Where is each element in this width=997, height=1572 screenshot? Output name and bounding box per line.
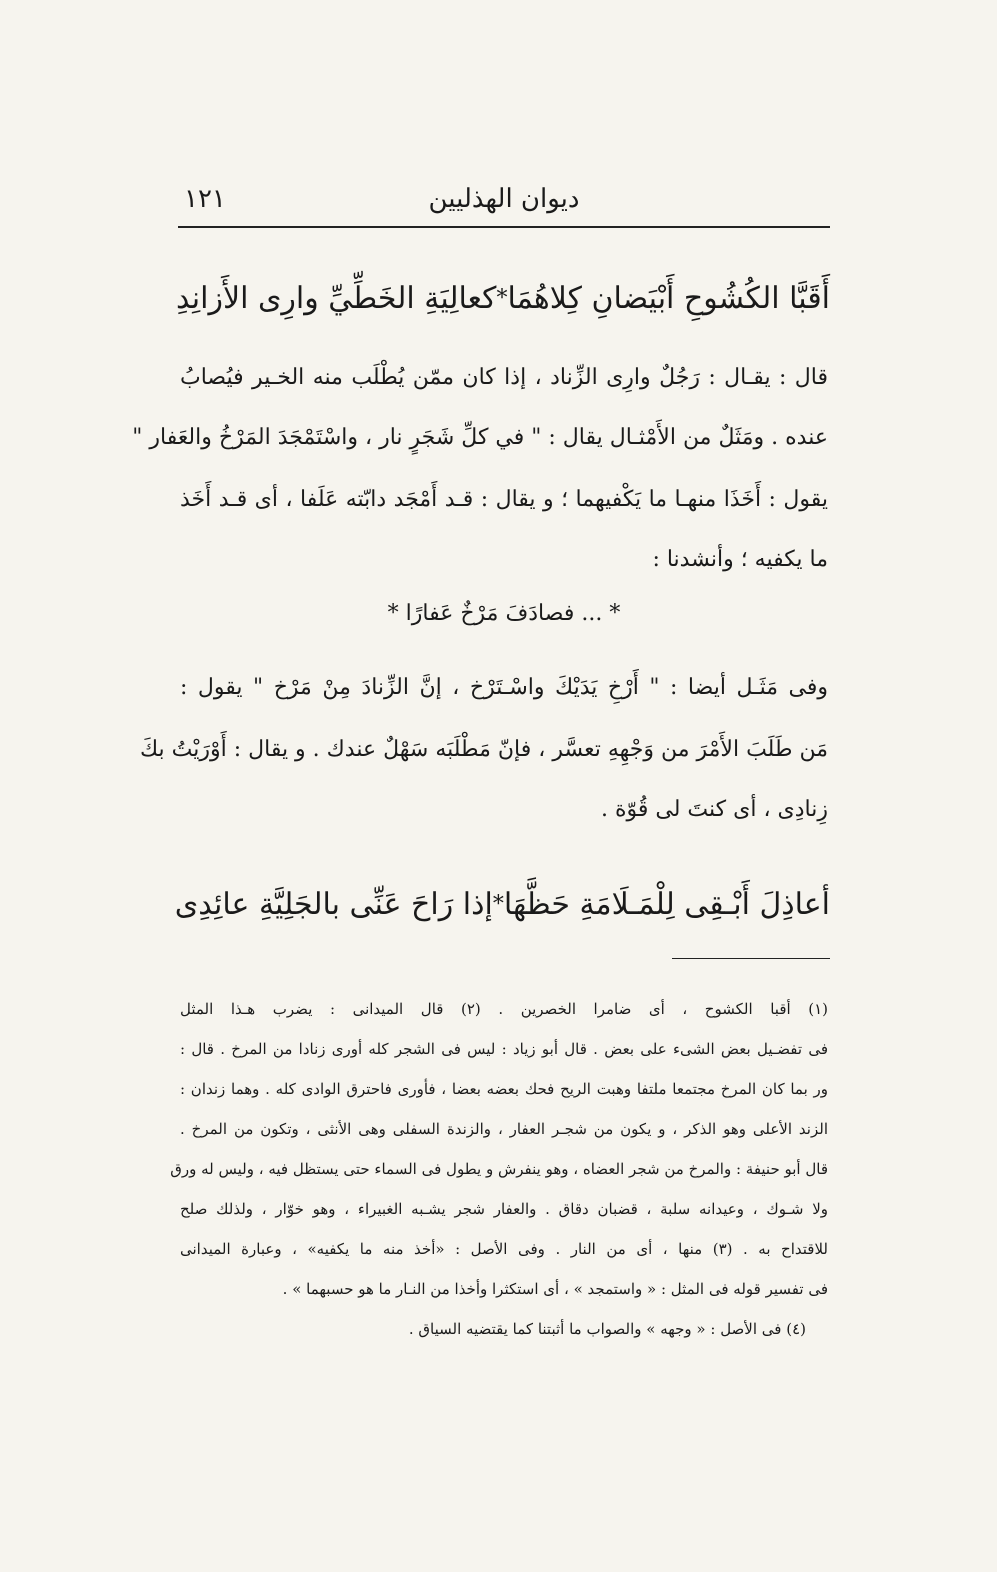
footnote-divider (672, 958, 830, 959)
commentary-line: ما يكفيه ؛ وأنشدنا : (652, 547, 828, 572)
footnote-line: ولا شـوك ، وعيدانه سلبة ، قضبان دقاق . والعفار شجر يشـبه الغبيراء ، وهو خوّار ، ولذلك صلح (180, 1200, 828, 1218)
footnote-line: فى تفسير قوله فى المثل : « واستمجد » ، أى استكثرا وأخذا من النـار ما هو حسبهما » . (282, 1280, 828, 1298)
verse-1-second-hemistich: كعالِيَةِ الخَطِّيِّ وارِى الأَزانِدِ (176, 280, 497, 316)
footnote-line: الزند الأعلى وهو الذكر ، و يكون من شجـر العفار ، والزندة السفلى وهى الأنثى ، وتكون من المرخ . (180, 1120, 828, 1138)
verse-2-first-hemistich: أعاذِلَ أَبْـقِى لِلْمَـلَامَةِ حَظَّهَا (503, 886, 830, 922)
footnote-line: فى تفضـيل بعض الشىء على بعض . قال أبو زياد : ليس فى الشجر كله أورى زنادا من المرخ . قال : (180, 1040, 828, 1058)
commentary-line: قال : يقـال : رَجُلٌ وارِى الزِّناد ، إذا كان ممّن يُطْلَب منه الخـير فيُصابُ (180, 365, 828, 390)
commentary-line: مَن طَلَبَ الأَمْرَ من وَجْهِهِ تعسَّر ، فإنّ مَطْلَبَه سَهْلٌ عندك . و يقال : أَوْرَيْتُ بكَ (139, 737, 828, 762)
verse-separator: * (492, 891, 504, 917)
running-header (178, 180, 830, 228)
footnote-line: (٤) فى الأصل : « وجهه » والصواب ما أثبتنا كما يقتضيه السياق . (408, 1320, 806, 1338)
footnote-line: قال أبو حنيفة : والمرخ من شجر العضاه ، وهو ينفرش و يطول فى السماء حتى يستظل فيه ، وليس له ورق (170, 1160, 828, 1178)
page-number: ١٢١ (184, 184, 226, 214)
verse-1-first-hemistich: أَقَبَّا الكُشُوحِ أَبْيَضانِ كِلاهُمَا (507, 280, 830, 316)
commentary-line: وفى مَثَـل أيضا : " أَرْخِ يَدَيْكَ واسْـتَرْخ ، إنَّ الزِّنادَ مِنْ مَرْخ " يقول : (180, 675, 828, 700)
book-title: ديوان الهذليين (428, 184, 580, 214)
footnote-line: ور بما كان المرخ مجتمعا ملتفا وهبت الريح فحك بعضه بعضا ، فأورى فاحترق الوادى كله . وهما زندان : (180, 1080, 828, 1098)
verse-2 (174, 876, 830, 932)
commentary-line: عنده . ومَثَلٌ من الأَمْثـال يقال : " في كلِّ شَجَرٍ نار ، واسْتَمْجَدَ المَرْخُ والعَفار " (132, 425, 828, 450)
commentary-line: زِنادِى ، أى كنتَ لى قُوّة . (600, 797, 828, 822)
footnote-line: (١) أقبا الكشوح ، أى ضامرا الخصرين . (٢) قال الميدانى : يضرب هـذا المثل (180, 1000, 828, 1018)
quoted-hemistich: * ... فصادَفَ مَرْخٌ عَفارًا * (387, 601, 621, 626)
verse-separator: * (496, 285, 508, 311)
footnote-line: للاقتداح به . (٣) منها ، أى من النار . وفى الأصل : «أخذ منه ما يكفيه» ، وعبارة الميدانى (180, 1240, 828, 1258)
verse-1 (178, 270, 830, 326)
verse-2-second-hemistich: إذا رَاحَ عَنِّى بالجَلِيَّةِ عائِدِى (174, 886, 493, 922)
commentary-line: يقول : أَخَذَا منهـا ما يَكْفيهما ؛ و يقال : قـد أَمْجَد دابّته عَلَفا ، أى قـد أَخَذ (180, 487, 828, 512)
